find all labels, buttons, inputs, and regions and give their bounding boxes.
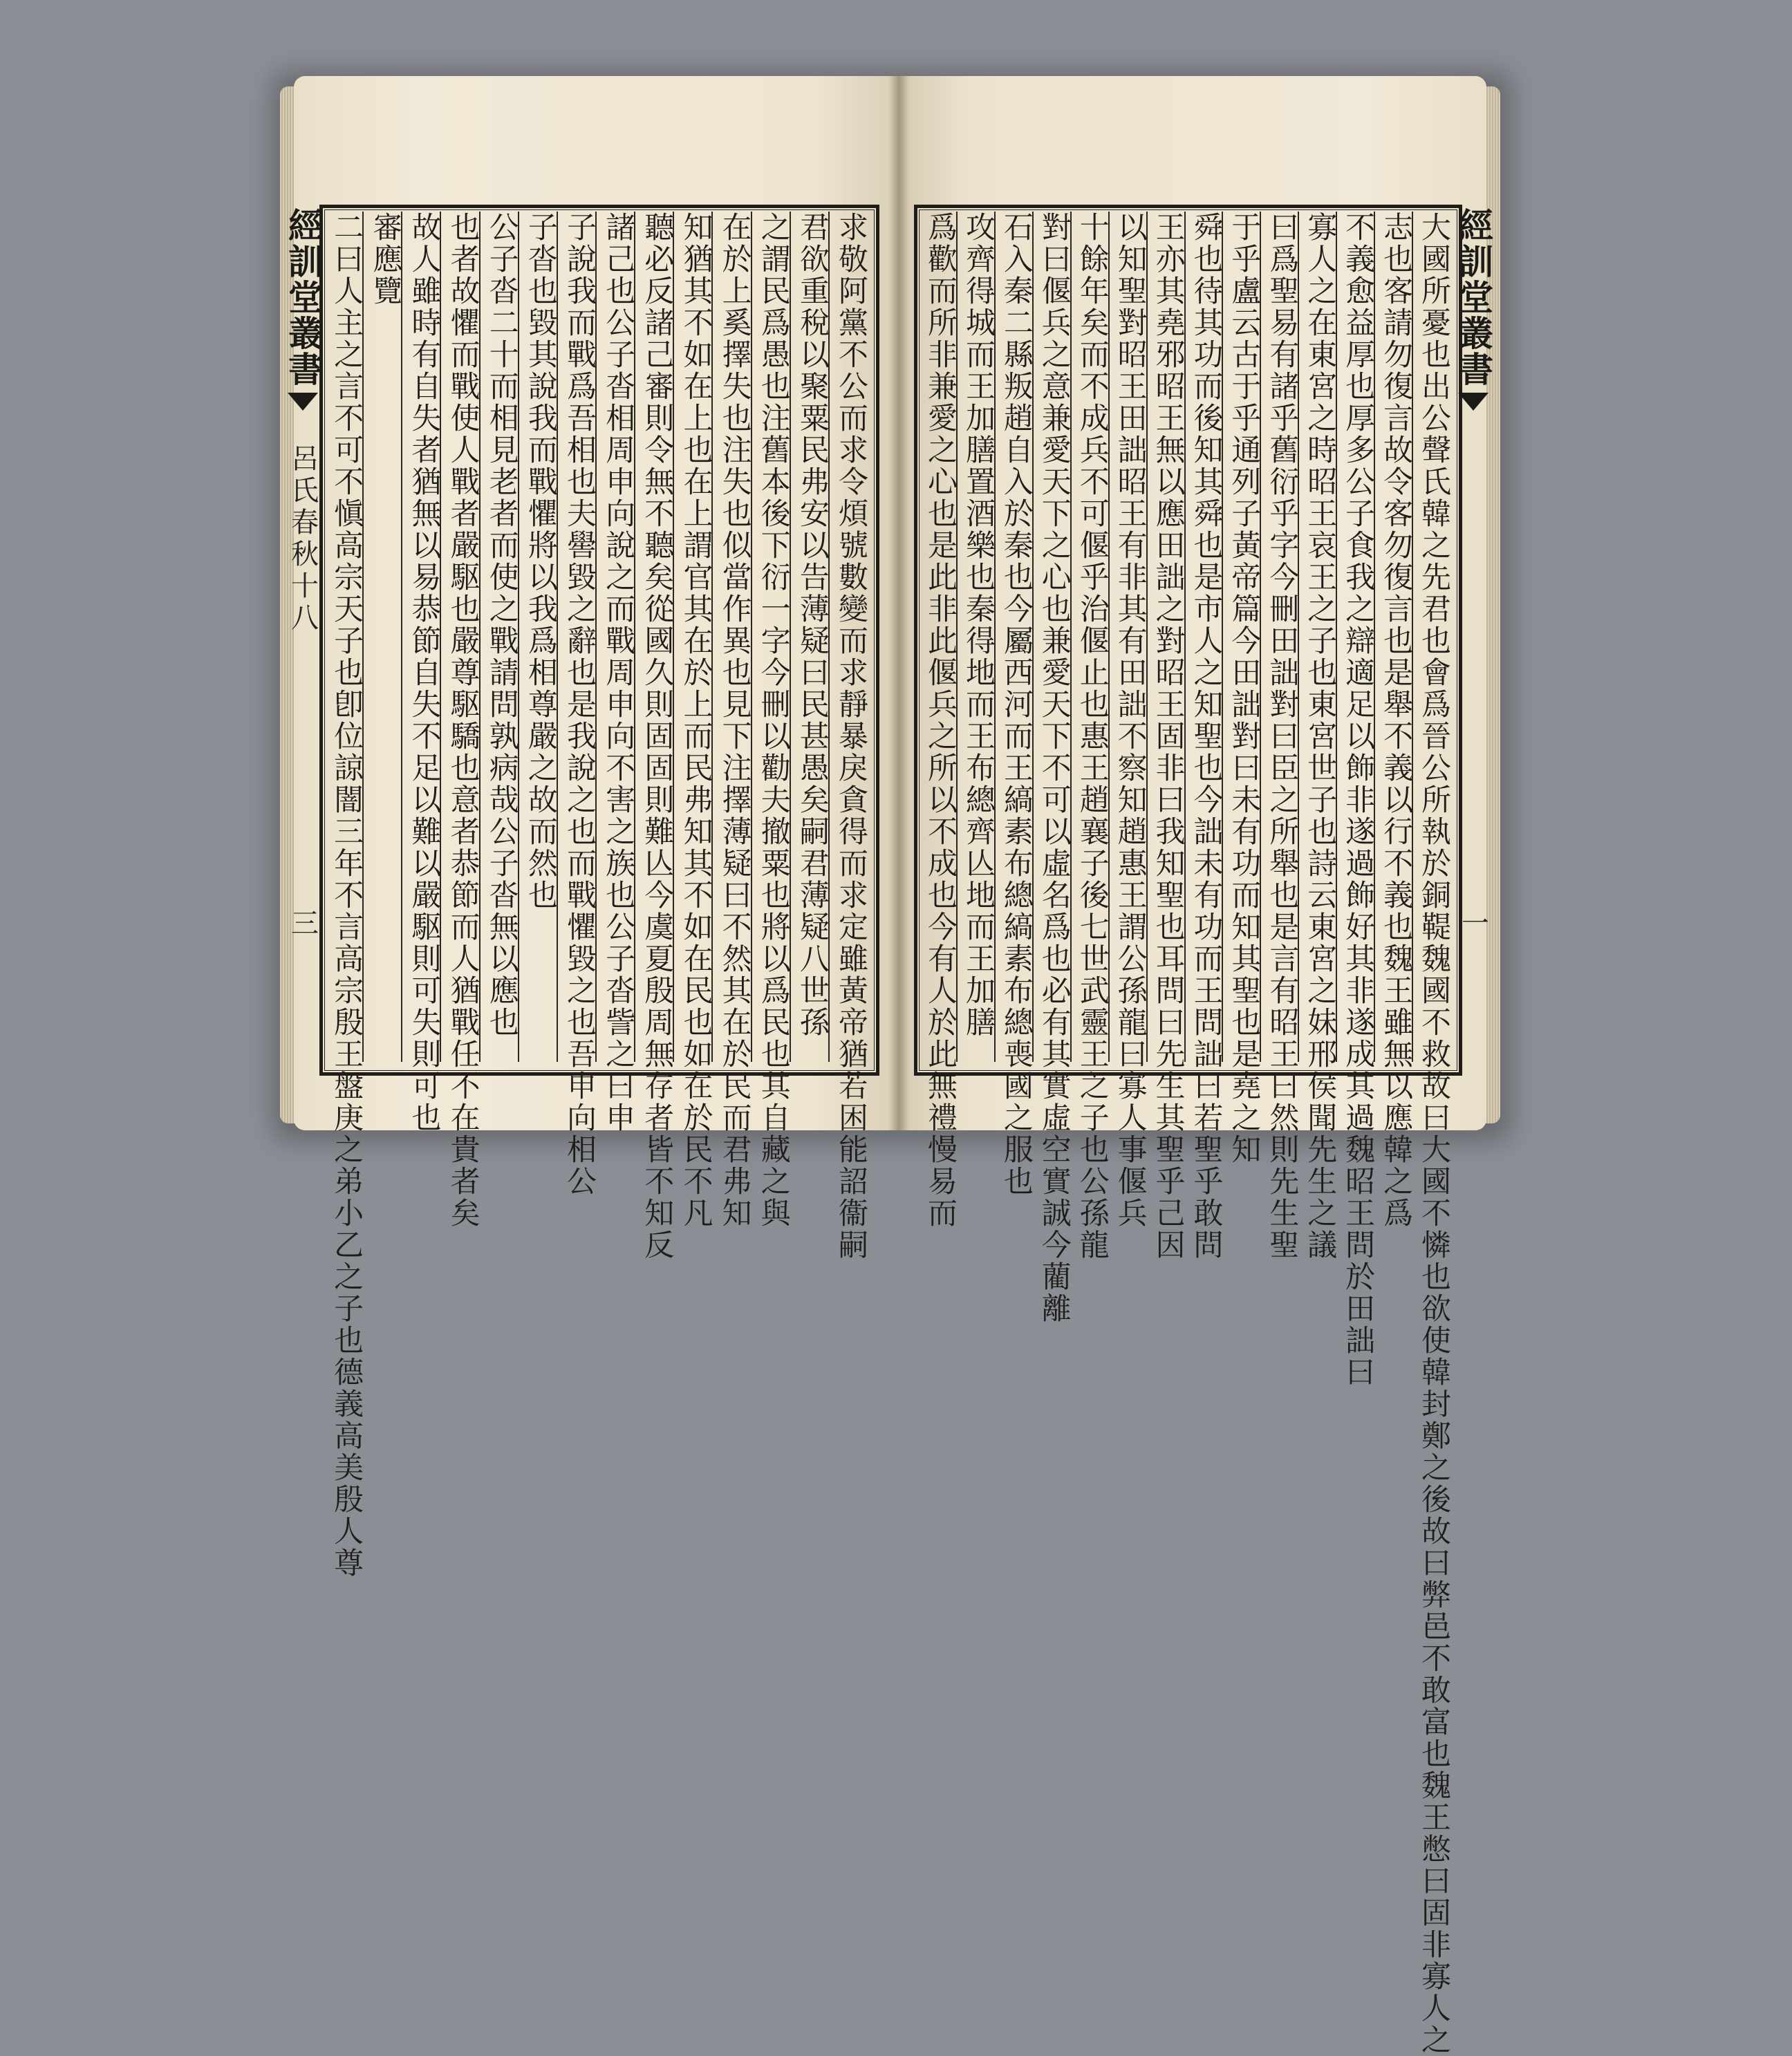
text-column: 君欲重稅以聚粟民弗安以告薄疑曰民甚愚矣嗣君薄疑八世孫 (790, 212, 828, 1062)
text-column: 知猶其不如在上也在上謂官其在於上而民弗知其不如在民也如在於民不凡 (673, 212, 711, 1062)
text-column: 志也客請勿復言故令客勿復言也是舉不義以行不義也魏王雖無以應韓之爲 (1374, 212, 1412, 1062)
right-banxin (1453, 205, 1494, 1074)
text-column: 十餘年矣而不成兵不可偃乎治偃止也惠王趙襄子後七世武靈王之子也公孫龍 (1070, 212, 1108, 1062)
text-column: 二曰人主之言不可不愼高宗天子也卽位諒闇三年不言高宗殷王盤庚之弟小乙之子也德義高美殷人尊 (329, 212, 364, 1579)
left-page-number: 三 (286, 908, 319, 936)
text-column: 舜也待其功而後知其舜也是市人之知聖也今詘未有功而王問詘曰若聖乎敢問 (1184, 212, 1222, 1062)
text-column: 子沓也毀其說我而戰懼將以我爲相尊嚴之故而然也 (518, 212, 557, 1062)
text-column: 石入秦二縣叛趙自入於秦也今屬西河而王縞素布總縞素布總喪國之服也 (994, 212, 1032, 1062)
fish-tail-icon (288, 393, 318, 411)
text-column: 公子沓二十而相見老者而使之戰請問孰病哉公子沓無以應也 (479, 212, 518, 1062)
text-column: 諸己也公子沓相周申向說之而戰周申向不害之族也公子沓訾之曰申 (595, 212, 634, 1062)
text-column: 不義愈益厚也厚多公子食我之辯適足以飾非遂過飾好其非遂成其過魏昭王問於田詘曰 (1336, 212, 1374, 1062)
right-banxin-title: 經訓堂叢書 (1453, 207, 1494, 387)
text-column: 曰爲聖易有諸乎舊衍乎字今刪田詘對曰臣之所舉也是言有昭王曰然則先生聖 (1260, 212, 1298, 1062)
text-column: 爲歡而所非兼愛之心也是此非此偃兵之所以不成也今有人於此無禮慢易而 (923, 212, 958, 1229)
left-banxin (283, 205, 324, 1074)
left-banxin-title: 經訓堂叢書 (283, 207, 324, 387)
text-column: 也者故懼而戰使人戰者嚴駆也嚴尊駆驕也意者恭節而人猶戰任不在貴者矣 (440, 212, 478, 1062)
right-page-number: 一 (1457, 908, 1489, 936)
text-column: 大國所憂也出公聲氏韓之先君也會爲晉公所執於銅鞮魏國不救故曰大國不憐也欲使韓封鄭之後故曰弊邑不敢富也魏王憋曰固非寡人之 (1412, 212, 1450, 1062)
text-column: 以知聖對昭王田詘昭王有非其有田詘不察知趙惠王謂公孫龍曰寡人事偃兵 (1108, 212, 1146, 1062)
left-text-columns (325, 212, 868, 1579)
book-gutter (888, 76, 909, 1130)
text-column: 于乎盧云古于乎通列子黃帝篇今田詘對曰未有功而知其聖也是堯之知 (1222, 212, 1260, 1062)
text-column: 寡人之在東宮之時昭王哀王之子也東宮世子也詩云東宮之妹邢侯聞先生之議 (1298, 212, 1336, 1062)
text-column: 求敬阿黨不公而求令煩號數變而求靜暴戾貪得而求定雖黃帝猶若困能詔衞嗣 (828, 212, 867, 1062)
text-column: 攻齊得城而王加膳置酒樂也秦得地而王布總齊亾地而王加膳 (956, 212, 994, 1062)
fish-tail-icon (1458, 393, 1488, 411)
text-column: 之謂民爲愚也注舊本後下衍一字今刪以勸夫撤粟也將以爲民也其自藏之與 (751, 212, 790, 1062)
right-text-columns (920, 212, 1451, 2056)
text-column: 聽必反諸己審則令無不聽矣從國久則固固則難亾今虞夏殷周無存者皆不知反 (634, 212, 673, 1062)
text-column: 對曰偃兵之意兼愛天下之心也兼愛天下不可以虛名爲也必有其實虛空實誠今藺離 (1032, 212, 1070, 1062)
text-column: 王亦其堯邪昭王無以應田詘之對昭王固非曰我知聖也耳問曰先生其聖乎己因 (1146, 212, 1184, 1062)
section-heading-column: 審應覽 (362, 212, 401, 1062)
text-column: 故人雖時有自失者猶無以易恭節自失不足以難以嚴駆則可失則可也 (401, 212, 440, 1062)
text-column: 子說我而戰爲吾相也夫嚳毀之辭也是我說之也而戰懼毀之也吾申向相公 (557, 212, 595, 1062)
text-column: 在於上奚擇失也注失也似當作異也見下注擇薄疑曰不然其在於民而君弗知 (711, 212, 750, 1062)
left-banxin-subtitle: 呂氏春秋十八 (286, 444, 319, 635)
